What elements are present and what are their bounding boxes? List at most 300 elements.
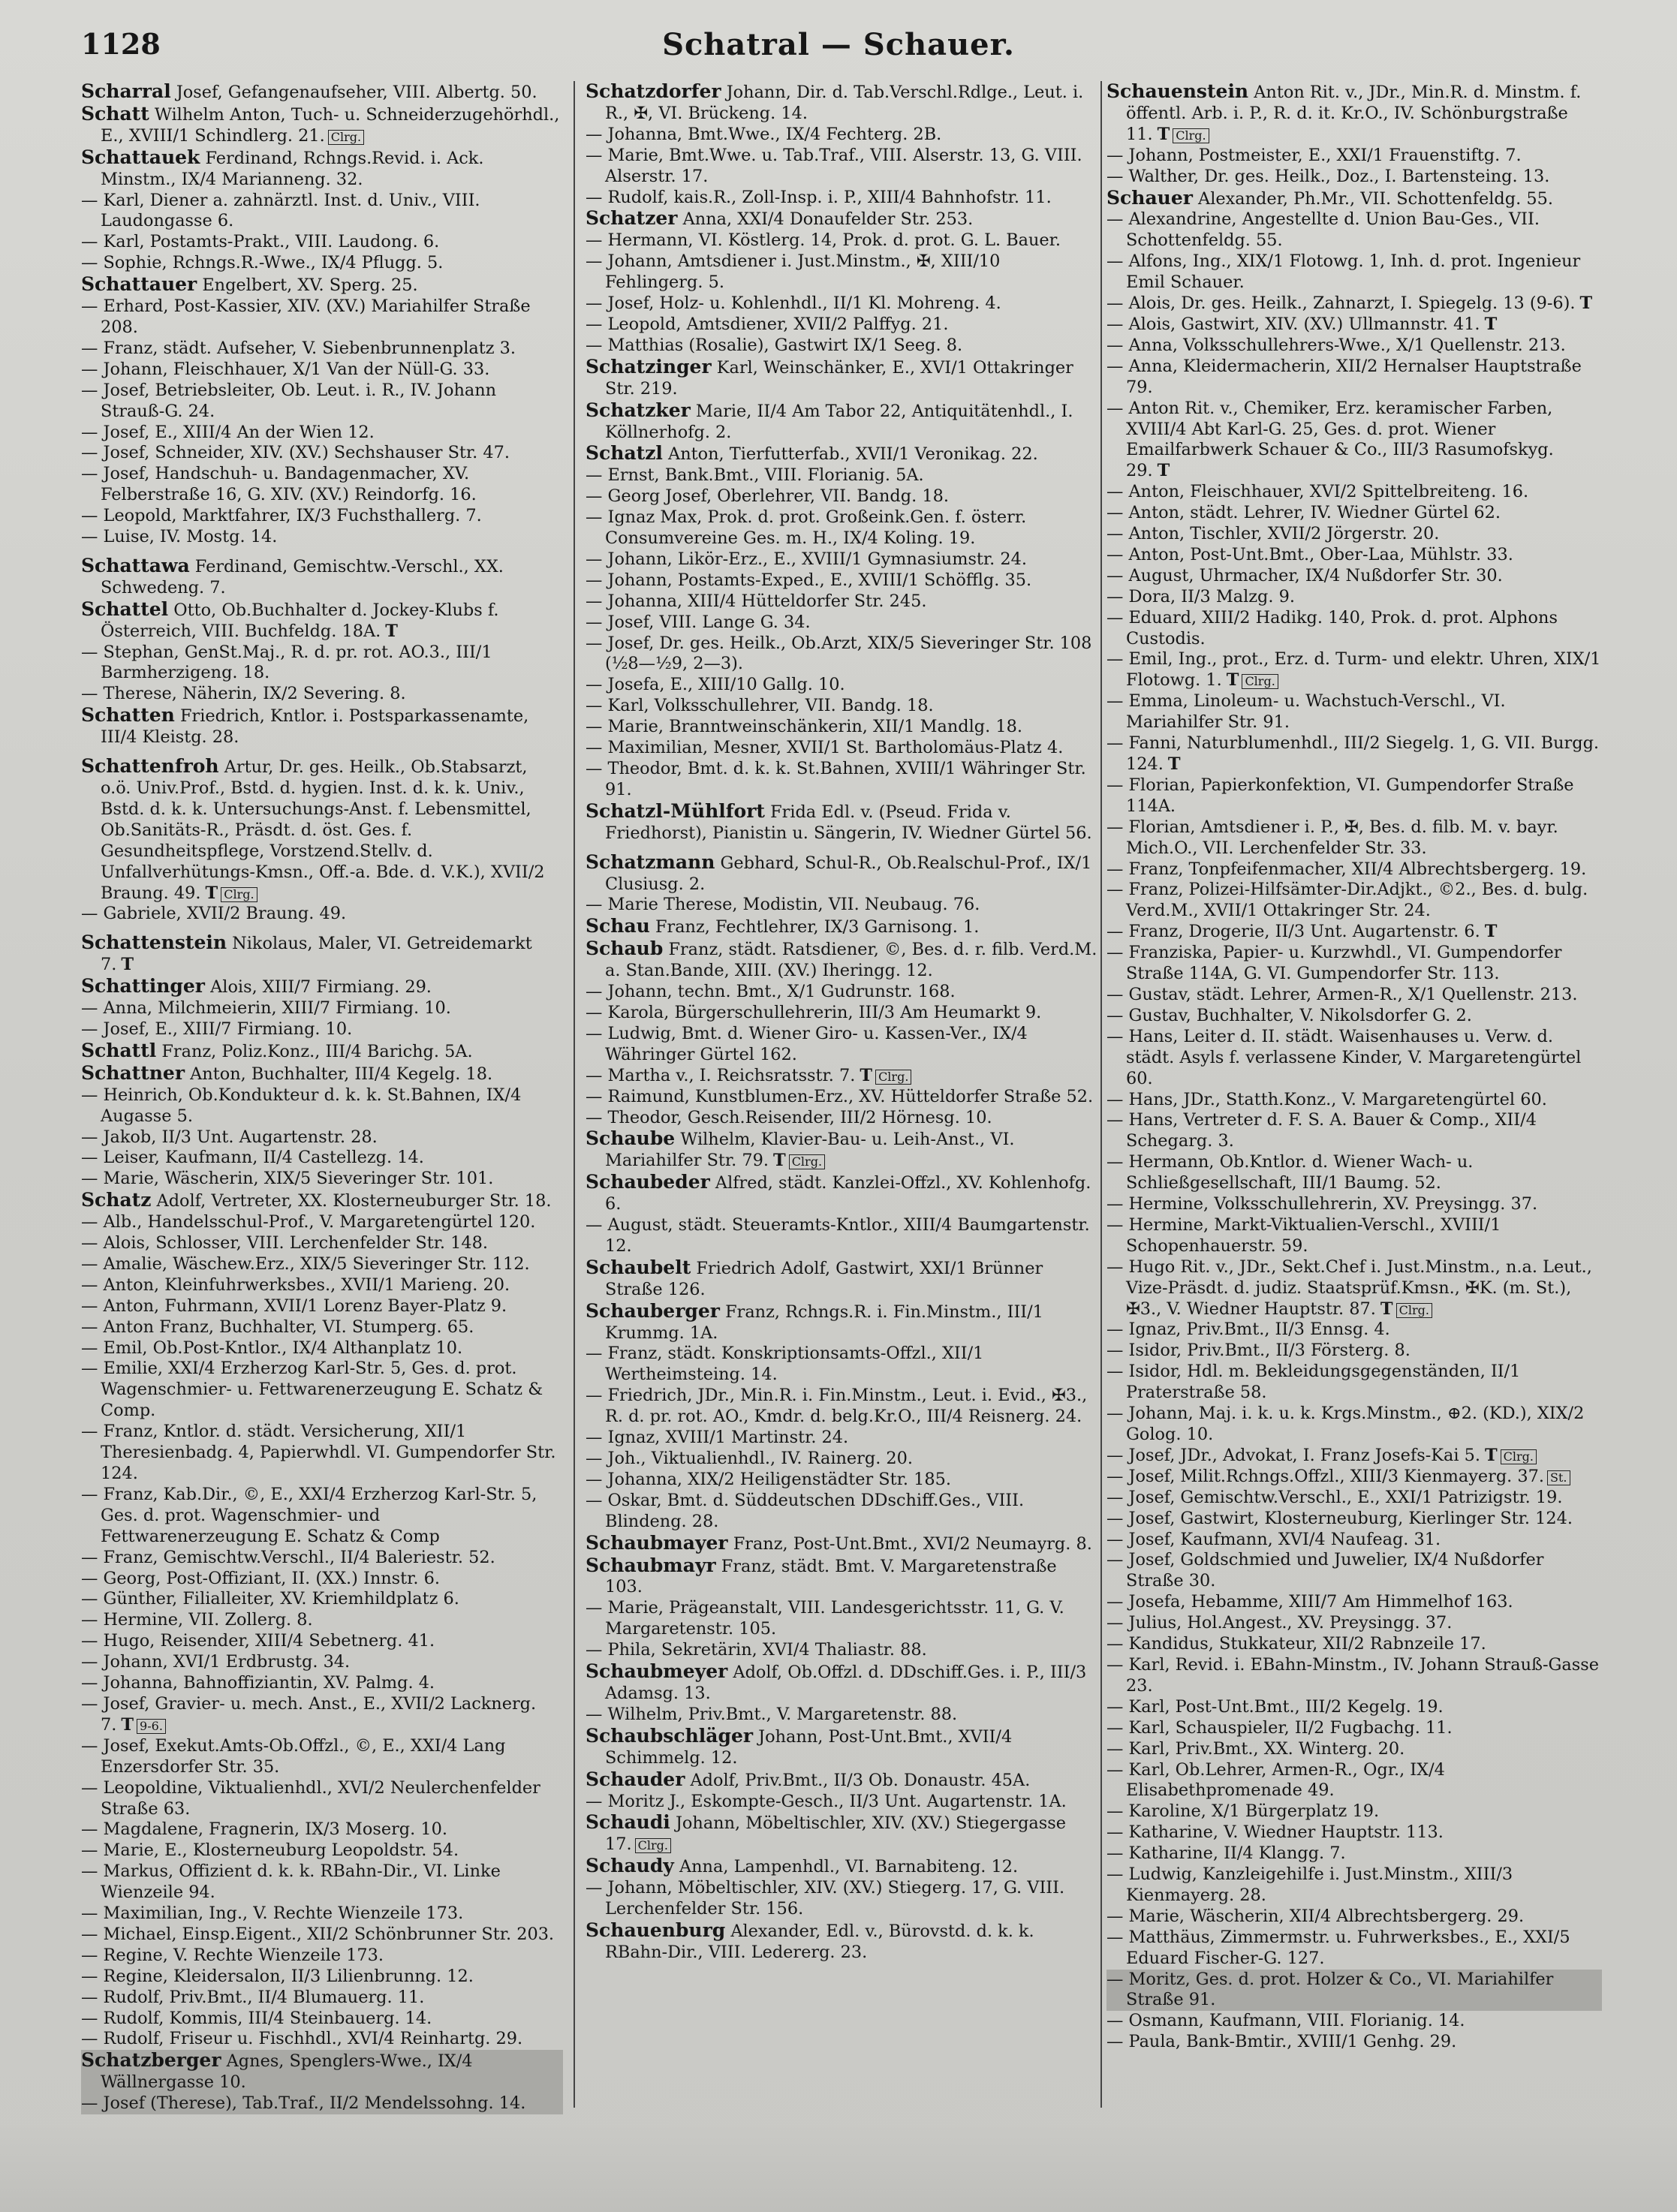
surname-entry <box>81 2050 563 2093</box>
sub-entry <box>586 717 1097 738</box>
entry-text: — Marie, Prägeanstalt, VIII. Landesgerichtsstr. 11, G. V. Margaretenstr. 105. <box>586 1598 1064 1639</box>
entry-text: Karl, Weinschänker, E., XVI/1 Ottakringer Str. 219. <box>605 357 1073 399</box>
entry-text: — Hermann, Ob.Kntlor. d. Wiener Wach- u. Schließgesellschaft, III/1 Baumg. 52. <box>1106 1152 1474 1193</box>
entry-text: Adolf, Vertreter, XX. Klosterneuburger Str. 18. <box>156 1191 552 1211</box>
sub-entry <box>586 759 1097 801</box>
entry-text: Franz, städt. Ratsdiener, ©, Bes. d. r. filb. Verd.M. a. Stan.Bande, XIII. (XV.) Iheringg. 12. <box>605 940 1097 981</box>
sub-entry <box>586 1491 1097 1533</box>
sub-entry <box>81 339 563 360</box>
sub-entry <box>81 1840 563 1861</box>
sub-entry <box>586 507 1097 549</box>
surname-entry <box>1106 81 1602 146</box>
entry-text: Agnes, Spenglers-Wwe., IX/4 Wällnergasse 10. <box>101 2051 473 2093</box>
sub-entry <box>586 146 1097 188</box>
sub-entry <box>81 1736 563 1778</box>
sub-entry <box>81 1819 563 1840</box>
entry-text: — Erhard, Post-Kassier, XIV. (XV.) Mariahilfer Straße 208. <box>81 296 531 337</box>
entry-text: — Gabriele, XVII/2 Braung. 49. <box>81 904 347 924</box>
entry-text: — Josef, Schneider, XIV. (XV.) Sechshauser Str. 47. <box>81 443 510 463</box>
entry-text: — Regine, V. Rechte Wienzeile 173. <box>81 1945 384 1965</box>
entry-text: — August, Uhrmacher, IX/4 Nußdorfer Str. 30. <box>1106 565 1503 585</box>
sub-entry <box>81 1589 563 1610</box>
surname-entry <box>586 801 1097 844</box>
surname-entry <box>81 1040 563 1063</box>
sub-entry <box>1106 1215 1602 1257</box>
entry-text: — Rudolf, Priv.Bmt., II/4 Blumauerg. 11. <box>81 1987 425 2007</box>
sub-entry <box>81 1694 563 1736</box>
sub-entry <box>586 188 1097 209</box>
surname-entry <box>81 1190 563 1212</box>
entry-text: — Johanna, Bmt.Wwe., IX/4 Fechterg. 2B. <box>586 124 942 144</box>
sub-entry <box>81 253 563 274</box>
sub-entry <box>81 1778 563 1820</box>
entry-text: — Josef, Dr. ges. Heilk., Ob.Arzt, XIX/5 Sieveringer Str. 108 (½8—½9, 2—3). <box>586 633 1092 674</box>
entry-text: — Emma, Linoleum- u. Wachstuch-Verschl., VI. Mariahilfer Str. 91. <box>1106 691 1506 733</box>
sub-entry <box>1106 1404 1602 1446</box>
surname: Schattauer <box>81 273 197 296</box>
sub-entry <box>1106 1864 1602 1907</box>
surname: Schattl <box>81 1039 157 1061</box>
sub-entry <box>586 1470 1097 1491</box>
entry-text: — Rudolf, Kommis, III/4 Steinbauerg. 14. <box>81 2008 432 2028</box>
boxed-mark: Clrg. <box>1396 1303 1432 1318</box>
sub-entry <box>1106 209 1602 251</box>
sub-entry <box>586 696 1097 717</box>
sub-entry <box>1106 293 1602 314</box>
sub-entry <box>1106 1697 1602 1718</box>
telephone-mark: T <box>1226 670 1239 691</box>
sub-entry <box>1106 2011 1602 2032</box>
surname: Schaudi <box>586 1811 670 1834</box>
surname-entry <box>81 147 563 191</box>
entry-text: — Maximilian, Mesner, XVII/1 St. Bartholomäus-Platz 4. <box>586 738 1064 758</box>
entry-text: — Isidor, Hdl. m. Bekleidungsgegenständen, II/1 Praterstraße 58. <box>1106 1362 1521 1403</box>
sub-entry <box>81 1019 563 1040</box>
sub-entry <box>586 895 1097 916</box>
sub-entry <box>81 1925 563 1946</box>
sub-entry <box>81 360 563 381</box>
entry-text: — Stephan, GenSt.Maj., R. d. pr. rot. AO.3., III/1 Barmherzigeng. 18. <box>81 642 492 683</box>
sub-entry <box>1106 1739 1602 1760</box>
sub-entry <box>1106 587 1602 608</box>
sub-entry <box>81 2093 563 2114</box>
entry-text: — Fanni, Naturblumenhdl., III/2 Siegelg. 1, G. VII. Burgg. 124. <box>1106 733 1600 774</box>
entry-text: — Johann, Möbeltischler, XIV. (XV.) Stiegerg. 17, G. VIII. Lerchenfelder Str. 156. <box>586 1878 1065 1919</box>
sub-entry <box>1106 649 1602 691</box>
surname-entry <box>586 208 1097 230</box>
sub-entry <box>586 982 1097 1003</box>
sub-entry <box>1106 1110 1602 1152</box>
surname: Schatzer <box>586 207 678 230</box>
telephone-mark: T <box>205 883 218 903</box>
entry-text: — Franz, Tonpfeifenmacher, XII/4 Albrechtsbergerg. 19. <box>1106 859 1587 879</box>
entry-text: Friedrich, Kntlor. i. Postsparkassenamte, III/4 Kleistg. 28. <box>101 706 529 748</box>
entry-text: — Leopold, Amtsdiener, XVII/2 Palffyg. 21. <box>586 314 949 334</box>
telephone-mark: T <box>1157 461 1170 481</box>
entry-text: — Hans, JDr., Statth.Konz., V. Margaretengürtel 60. <box>1106 1089 1547 1109</box>
surname-entry <box>586 916 1097 938</box>
entry-text: — Josef, Holz- u. Kohlenhdl., II/1 Kl. Mohreng. 4. <box>586 293 1001 314</box>
boxed-mark: 9-6. <box>137 1719 166 1734</box>
entry-text: — Anna, Kleidermacherin, XII/2 Hernalser Hauptstraße 79. <box>1106 356 1582 397</box>
sub-entry <box>81 1652 563 1673</box>
entry-text: — Amalie, Wäschew.Erz., XIX/5 Sieveringer Str. 112. <box>81 1253 530 1274</box>
entry-text: — Hugo Rit. v., JDr., Sekt.Chef i. Just.Minstm., n.a. Leut., Vize-Präsdt. d. judiz. Staatsprüf.Kmsn., ✠K. (m. St.), ✠3., V. Wiedner Hauptstr. 87. <box>1106 1256 1592 1319</box>
sub-entry <box>1106 608 1602 650</box>
entry-text: — Johann, XVI/1 Erdbrustg. 34. <box>81 1652 351 1672</box>
entry-text: — Rudolf, Friseur u. Fischhdl., XVI/4 Reinhartg. 29. <box>81 2029 523 2049</box>
surname-entry <box>81 599 563 643</box>
surname-entry <box>586 1812 1097 1855</box>
sub-entry <box>81 443 563 464</box>
entry-text: — Emil, Ob.Post-Kntlor., IX/4 Althanplatz 10. <box>81 1338 463 1358</box>
sub-entry <box>1106 1613 1602 1634</box>
entry-text: — Therese, Näherin, IX/2 Severing. 8. <box>81 684 406 704</box>
entry-text: Adolf, Priv.Bmt., II/3 Ob. Donaustr. 45A. <box>690 1770 1031 1790</box>
entry-text: Anton, Tierfutterfab., XVII/1 Veronikag. 22. <box>668 444 1038 465</box>
entry-text: — Anton, städt. Lehrer, IV. Wiedner Gürtel 62. <box>1106 503 1501 523</box>
entry-text: — Ernst, Bank.Bmt., VIII. Florianig. 5A. <box>586 465 924 486</box>
entry-text: — Ludwig, Kanzleigehilfe i. Just.Minstm., XIII/3 Kienmayerg. 28. <box>1106 1864 1513 1905</box>
boxed-mark: Clrg. <box>1501 1449 1537 1464</box>
entry-text: — Katharine, V. Wiedner Hauptstr. 113. <box>1106 1822 1444 1843</box>
sub-entry <box>586 591 1097 612</box>
entry-text: — Alexandrine, Angestellte d. Union Bau-Ges., VII. Schottenfeldg. 55. <box>1106 209 1540 251</box>
entry-text: — Georg Josef, Oberlehrer, VII. Bandg. 18. <box>586 486 949 507</box>
surname-entry <box>586 852 1097 895</box>
entry-text: — Maximilian, Ing., V. Rechte Wienzeile 173. <box>81 1904 464 1924</box>
telephone-mark: T <box>1485 1445 1498 1465</box>
entry-text: — Anton, Fuhrmann, XVII/1 Lorenz Bayer-Platz 9. <box>81 1296 507 1316</box>
entry-text: — Marie, Wäscherin, XIX/5 Sieveringer Str. 101. <box>81 1169 494 1189</box>
telephone-mark: T <box>1484 922 1498 942</box>
entry-text: — Günther, Filialleiter, XV. Kriemhildplatz 6. <box>81 1589 459 1609</box>
sub-entry <box>81 1485 563 1548</box>
sub-entry <box>81 1233 563 1254</box>
sub-entry <box>81 684 563 705</box>
sub-entry <box>1106 1320 1602 1341</box>
surname: Schattenfroh <box>81 755 219 778</box>
entry-text: Alexander, Ph.Mr., VII. Schottenfeldg. 55. <box>1198 188 1553 209</box>
sub-entry <box>1106 1655 1602 1697</box>
entry-text: — Franz, Polizei-Hilfsämter-Dir.Adjkt., ©2., Bes. d. bulg. Verd.M., XVII/1 Ottakringer Str. 24. <box>1106 880 1588 921</box>
page-shadow <box>0 2122 1677 2212</box>
sub-entry <box>586 1598 1097 1640</box>
sub-entry <box>586 634 1097 676</box>
sub-entry <box>1106 1801 1602 1822</box>
surname-entry <box>586 1301 1097 1344</box>
entry-text: — Karl, Post-Unt.Bmt., III/2 Kegelg. 19. <box>1106 1696 1444 1717</box>
entry-text: — Hermine, Markt-Viktualien-Verschl., XVIII/1 Schopenhauerstr. 59. <box>1106 1214 1501 1256</box>
entry-text: — Hugo, Reisender, XIII/4 Sebetnerg. 41. <box>81 1631 435 1651</box>
entry-text: — Matthäus, Zimmermstr. u. Fuhrwerksbes., E., XXI/5 Eduard Fischer-G. 127. <box>1106 1927 1570 1968</box>
surname-entry <box>586 1855 1097 1878</box>
entry-text: — Friedrich, JDr., Min.R. i. Fin.Minstm., Leut. i. Evid., ✠3., R. d. pr. rot. AO., Kmdr. d. belg.Kr.O., III/4 Reisnerg. 24. <box>586 1386 1088 1427</box>
entry-text: — Josef, Gravier- u. mech. Anst., E., XVII/2 Lacknerg. 7. <box>81 1693 537 1735</box>
surname-entry <box>586 1661 1097 1705</box>
entry-text: — Isidor, Priv.Bmt., II/3 Försterg. 8. <box>1106 1341 1411 1361</box>
sub-entry <box>81 1861 563 1904</box>
sub-entry <box>1106 503 1602 524</box>
entry-text: Marie, II/4 Am Tabor 22, Antiquitätenhdl., I. Köllnerhofg. 2. <box>605 401 1073 442</box>
sub-entry <box>1106 1822 1602 1843</box>
sub-entry <box>1106 314 1602 336</box>
column-rule <box>1100 81 1102 2108</box>
entry-text: — Emilie, XXI/4 Erzherzog Karl-Str. 5, Ges. d. prot. Wagenschmier- u. Fettwarenerzeugung E. Schatz & Comp. <box>81 1359 543 1421</box>
sub-entry <box>1106 1362 1602 1404</box>
boxed-mark: Clrg. <box>1173 128 1209 143</box>
surname: Schatzl-Mühlfort <box>586 799 765 822</box>
surname: Schatzker <box>586 399 691 421</box>
sub-entry <box>586 1705 1097 1726</box>
entry-text: — Franz, Gemischtw.Verschl., II/4 Baleriestr. 52. <box>81 1547 495 1567</box>
sub-entry <box>586 125 1097 146</box>
sub-entry <box>81 1296 563 1317</box>
sub-entry <box>81 527 563 548</box>
entry-text: — Alois, Dr. ges. Heilk., Zahnarzt, I. Spiegelg. 13 (9-6). <box>1106 293 1576 314</box>
sub-entry <box>1106 1194 1602 1215</box>
entry-text: — Karola, Bürgerschullehrerin, III/3 Am Heumarkt 9. <box>586 1002 1042 1022</box>
entry-text: — Josefa, Hebamme, XIII/7 Am Himmelhof 163. <box>1106 1592 1513 1612</box>
boxed-mark: Clrg. <box>328 130 364 145</box>
entry-text: — Josef (Therese), Tab.Traf., II/2 Mendelssohng. 14. <box>81 2093 526 2114</box>
sub-entry <box>1106 1509 1602 1530</box>
surname: Schattawa <box>81 554 190 576</box>
sub-entry <box>1106 1928 1602 1970</box>
entry-text: — Anton Rit. v., Chemiker, Erz. keramischer Farben, XVIII/4 Abt Karl-G. 25, Ges. d. prot. Wiener Emailfarbwerk Schauer & Co., III/3 Rasumofskyg. 29. <box>1106 398 1554 481</box>
sub-entry <box>81 423 563 444</box>
sub-entry <box>1106 1634 1602 1655</box>
sub-entry <box>1106 545 1602 566</box>
surname-entry <box>586 1726 1097 1769</box>
surname-entry <box>586 1172 1097 1215</box>
sub-entry <box>81 1422 563 1485</box>
sub-entry <box>586 1386 1097 1428</box>
entry-text: Franz, städt. Bmt. V. Margaretenstraße 103. <box>605 1556 1057 1597</box>
sub-entry <box>81 1212 563 1233</box>
surname: Schatzmann <box>586 850 715 873</box>
entry-text: Anna, Lampenhdl., VI. Barnabiteng. 12. <box>679 1857 1019 1877</box>
entry-text: — Kandidus, Stukkateur, XII/2 Rabnzeile 17. <box>1106 1634 1486 1654</box>
entry-text: Ferdinand, Gemischtw.-Verschl., XX. Schwedeng. 7. <box>101 556 504 597</box>
entry-text: Alexander, Edl. v., Bürovstd. d. k. k. RBahn-Dir., VIII. Ledererg. 23. <box>605 1921 1034 1962</box>
sub-entry <box>81 1631 563 1652</box>
sub-entry <box>1106 1550 1602 1592</box>
entry-text: — Johann, Fleischhauer, X/1 Van der Nüll-G. 33. <box>81 359 490 379</box>
entry-text: — Theodor, Bmt. d. k. k. St.Bahnen, XVIII/1 Währinger Str. 91. <box>586 759 1086 799</box>
entry-text: — Josef, Gastwirt, Klosterneuburg, Kierlinger Str. 124. <box>1106 1508 1573 1528</box>
telephone-mark: T <box>773 1151 786 1171</box>
entry-text: Alois, XIII/7 Firmiang. 29. <box>210 977 432 998</box>
sub-entry <box>586 251 1097 293</box>
entry-text: Franz, Fechtlehrer, IX/3 Garnisong. 1. <box>655 917 980 937</box>
entry-text: — Anna, Volksschullehrers-Wwe., X/1 Quellenstr. 213. <box>1106 335 1566 355</box>
surname: Schaubeder <box>586 1171 710 1193</box>
surname: Schauder <box>586 1768 685 1790</box>
entry-text: — Anton, Post-Unt.Bmt., Ober-Laa, Mühlstr. 33. <box>1106 544 1513 564</box>
entry-text: — Josef, E., XIII/4 An der Wien 12. <box>81 422 375 442</box>
entry-text: — Gustav, Buchhalter, V. Nikolsdorfer G. 2. <box>1106 1005 1472 1025</box>
sub-entry <box>81 1569 563 1590</box>
surname: Schatzdorfer <box>586 81 721 102</box>
sub-entry <box>1106 1718 1602 1739</box>
sub-entry <box>1106 985 1602 1006</box>
sub-entry <box>81 506 563 527</box>
entry-text: Artur, Dr. ges. Heilk., Ob.Stabsarzt, o.ö. Univ.Prof., Bstd. d. hygien. Inst. d. k. k. Univ., Bstd. d. k. k. Untersuchungs-Anst. f. Lebensmittel, Ob.Sanitäts-R., Präsdt. d. öst. Ges. f. Gesundheitspflege, Vorstzend.Stellv. d. Unfallverhütungs-Kmsn., Off.-a. Bde. d. V.K.), XVII/2 Braung. 49. <box>101 757 545 903</box>
sub-entry <box>81 381 563 423</box>
sub-entry <box>586 1792 1097 1813</box>
column-3 <box>1106 81 1602 2167</box>
sub-entry <box>81 1967 563 1988</box>
page-number: 1128 <box>81 27 161 61</box>
surname-entry <box>586 81 1097 125</box>
entry-text: Ferdinand, Rchngs.Revid. i. Ack. Minstm., IX/4 Marianneng. 32. <box>101 148 484 189</box>
entry-text: — Josef, Goldschmied und Juwelier, IX/4 Nußdorfer Straße 30. <box>1106 1550 1544 1591</box>
telephone-mark: T <box>385 621 398 641</box>
entry-text: — Georg, Post-Offiziant, II. (XX.) Innstr. 6. <box>81 1568 440 1588</box>
entry-text: Anna, XXI/4 Donaufelder Str. 253. <box>682 209 974 230</box>
entry-text: — Anton, Fleischhauer, XVI/2 Spittelbreiteng. 16. <box>1106 482 1529 502</box>
entry-text: — Karoline, X/1 Bürgerplatz 19. <box>1106 1801 1380 1822</box>
entry-text: — Karl, Postamts-Prakt., VIII. Laudong. 6. <box>81 232 440 252</box>
sub-entry <box>81 1610 563 1631</box>
entry-text: — Karl, Volksschullehrer, VII. Bandg. 18. <box>586 696 934 716</box>
sub-entry <box>1106 399 1602 483</box>
boxed-mark: St. <box>1547 1470 1570 1485</box>
entry-text: — August, städt. Steueramts-Kntlor., XIII/4 Baumgartenstr. 12. <box>586 1215 1090 1256</box>
entry-text: — Josef, JDr., Advokat, I. Franz Josefs-Kai 5. <box>1106 1445 1480 1465</box>
entry-text: Frida Edl. v. (Pseud. Frida v. Friedhorst), Pianistin u. Sängerin, IV. Wiedner Gürtel 56. <box>605 802 1092 843</box>
sub-entry <box>1106 1970 1602 2012</box>
sub-entry <box>1106 859 1602 880</box>
surname-entry <box>81 555 563 599</box>
sub-entry <box>81 1254 563 1275</box>
entry-text: — Moritz, Ges. d. prot. Holzer & Co., VI. Mariahilfer Straße 91. <box>1106 1969 1554 2010</box>
entry-text: — Magdalene, Fragnerin, IX/3 Moserg. 10. <box>81 1819 447 1840</box>
entry-text: — Anton, Tischler, XVII/2 Jörgerstr. 20. <box>1106 524 1440 544</box>
entry-text: Otto, Ob.Buchhalter d. Jockey-Klubs f. Österreich, VIII. Buchfeldg. 18A. <box>101 600 499 641</box>
entry-text: — Josefa, E., XIII/10 Gallg. 10. <box>586 675 845 695</box>
entry-text: Wilhelm, Klavier-Bau- u. Leih-Anst., VI. Mariahilfer Str. 79. <box>605 1130 1015 1171</box>
surname: Schaubschläger <box>586 1724 754 1747</box>
sub-entry <box>81 1169 563 1190</box>
entry-text: — Emil, Ing., prot., Erz. d. Turm- und elektr. Uhren, XIX/1 Flotowg. 1. <box>1106 649 1601 691</box>
entry-text: Anton, Buchhalter, III/4 Kegelg. 18. <box>190 1064 493 1084</box>
sub-entry <box>81 904 563 925</box>
sub-entry <box>1106 1467 1602 1488</box>
sub-entry <box>1106 566 1602 587</box>
sub-entry <box>81 1904 563 1925</box>
entry-text: — Ludwig, Bmt. d. Wiener Giro- u. Kassen-Ver., IX/4 Währinger Gürtel 162. <box>586 1023 1028 1064</box>
surname-entry <box>81 756 563 904</box>
sub-entry <box>1106 1760 1602 1802</box>
sub-entry <box>586 1878 1097 1920</box>
entry-text: — Dora, II/3 Malzg. 9. <box>1106 586 1295 606</box>
running-title: Schatral — Schauer. <box>662 27 1015 62</box>
sub-entry <box>81 1988 563 2009</box>
entry-text: — Johann, Postamts-Exped., E., XVIII/1 Schöfflg. 35. <box>586 570 1032 590</box>
surname: Schaube <box>586 1127 676 1150</box>
sub-entry <box>586 1066 1097 1087</box>
entry-text: Franz, Poliz.Konz., III/4 Barichg. 5A. <box>161 1041 473 1061</box>
surname: Schatz <box>81 1189 152 1211</box>
sub-entry <box>81 1148 563 1169</box>
entry-text: Gebhard, Schul-R., Ob.Realschul-Prof., IX/1 Clusiusg. 2. <box>605 853 1092 894</box>
entry-text: — Moritz J., Eskompte-Gesch., II/3 Unt. Augartenstr. 1A. <box>586 1791 1067 1811</box>
entry-text: — Oskar, Bmt. d. Süddeutschen DDschiff.Ges., VIII. Blindeng. 28. <box>586 1490 1025 1531</box>
entry-text: — Josef, E., XIII/7 Firmiang. 10. <box>81 1019 353 1039</box>
entry-text: — Martha v., I. Reichsratsstr. 7. <box>586 1065 856 1085</box>
entry-text: — Luise, IV. Mostg. 14. <box>81 527 278 547</box>
boxed-mark: Clrg. <box>221 887 257 902</box>
entry-text: Johann, Möbeltischler, XIV. (XV.) Stiegergasse 17. <box>605 1813 1067 1855</box>
sub-entry <box>1106 1027 1602 1090</box>
entry-text: Wilhelm Anton, Tuch- u. Schneiderzugehörhdl., E., XVIII/1 Schindlerg. 21. <box>101 104 560 146</box>
sub-entry <box>586 1215 1097 1257</box>
entry-text: — Michael, Einsp.Eigent., XII/2 Schönbrunner Str. 203. <box>81 1924 555 1944</box>
surname: Schaubmeyer <box>586 1660 728 1683</box>
entry-text: — Karl, Schauspieler, II/2 Fugbachg. 11. <box>1106 1717 1453 1738</box>
sub-entry <box>1106 1090 1602 1111</box>
sub-entry <box>586 230 1097 251</box>
sub-entry <box>81 1548 563 1569</box>
entry-text: — Josef, Exekut.Amts-Ob.Offzl., ©, E., XXI/4 Lang Enzersdorfer Str. 35. <box>81 1735 506 1777</box>
entry-text: — Florian, Papierkonfektion, VI. Gumpendorfer Straße 114A. <box>1106 775 1574 816</box>
sub-entry <box>81 191 563 233</box>
sub-entry <box>1106 1530 1602 1551</box>
entry-text: — Josef, Kaufmann, XVI/4 Naufeag. 31. <box>1106 1529 1441 1549</box>
sub-entry <box>586 1640 1097 1661</box>
entry-text: — Matthias (Rosalie), Gastwirt IX/1 Seeg. 8. <box>586 335 963 355</box>
sub-entry <box>81 1085 563 1127</box>
entry-text: — Leopold, Marktfahrer, IX/3 Fuchsthallerg. 7. <box>81 506 482 526</box>
entry-text: — Sophie, Rchngs.R.-Wwe., IX/4 Pflugg. 5. <box>81 253 444 273</box>
entry-text: — Julius, Hol.Angest., XV. Preysingg. 37. <box>1106 1613 1453 1633</box>
entry-text: — Walther, Dr. ges. Heilk., Doz., I. Bartensteing. 13. <box>1106 166 1550 186</box>
sub-entry <box>1106 1488 1602 1509</box>
telephone-mark: T <box>121 1714 134 1735</box>
surname: Schaubmayer <box>586 1531 728 1554</box>
sub-entry <box>1106 1006 1602 1027</box>
surname-entry <box>586 1128 1097 1172</box>
surname: Schatt <box>81 102 149 125</box>
sub-entry <box>81 1946 563 1967</box>
surname: Schattauek <box>81 146 200 168</box>
sub-entry <box>1106 733 1602 775</box>
entry-text: — Marie, Bmt.Wwe. u. Tab.Traf., VIII. Alserstr. 13, G. VIII. Alserstr. 17. <box>586 145 1082 186</box>
entry-text: — Hermine, VII. Zollerg. 8. <box>81 1610 313 1630</box>
entry-text: — Josef, Gemischtw.Verschl., E., XXI/1 Patrizigstr. 19. <box>1106 1487 1563 1507</box>
sub-entry <box>586 465 1097 486</box>
sub-entry <box>81 1673 563 1694</box>
sub-entry <box>1106 817 1602 859</box>
surname: Schaubmayr <box>586 1554 716 1576</box>
surname: Schauer <box>1106 186 1193 209</box>
entry-text: — Alfons, Ing., XIX/1 Flotowg. 1, Inh. d. prot. Ingenieur Emil Schauer. <box>1106 251 1581 293</box>
sub-entry <box>81 1317 563 1338</box>
entry-text: Franz, Post-Unt.Bmt., XVI/2 Neumayrg. 8. <box>733 1533 1092 1554</box>
entry-text: Nikolaus, Maler, VI. Getreidemarkt 7. <box>101 934 532 975</box>
surname-entry <box>586 400 1097 444</box>
surname: Schatzberger <box>81 2049 221 2072</box>
sub-entry <box>586 570 1097 591</box>
surname: Schauberger <box>586 1299 720 1322</box>
entry-text: — Hermann, VI. Köstlerg. 14, Prok. d. prot. G. L. Bauer. <box>586 230 1061 251</box>
entry-text: — Marie, Branntweinschänkerin, XII/1 Mandlg. 18. <box>586 717 1022 737</box>
sub-entry <box>1106 1152 1602 1194</box>
telephone-mark: T <box>860 1065 873 1085</box>
surname-entry <box>586 1769 1097 1792</box>
